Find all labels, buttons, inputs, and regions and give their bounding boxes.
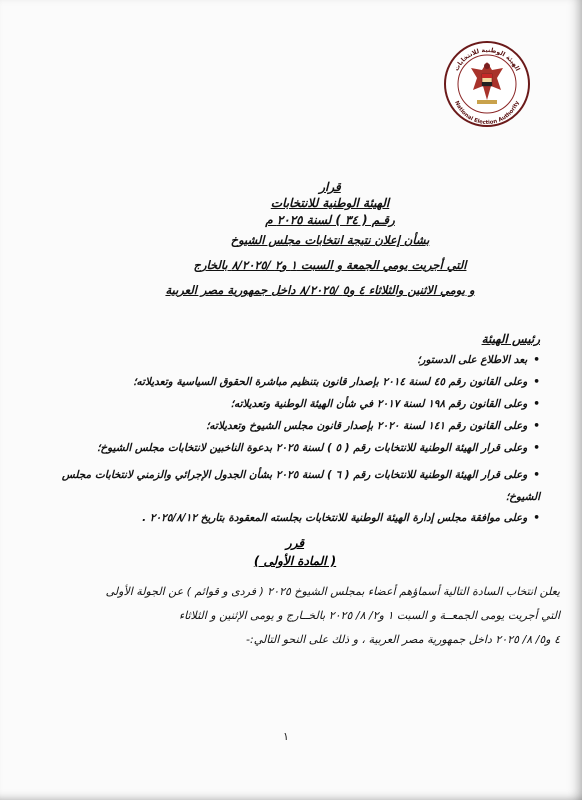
preamble-item <box>30 512 540 524</box>
bullet-icon: • <box>533 512 540 524</box>
bullet-icon: • <box>533 354 540 366</box>
bullet-icon: • <box>533 376 540 388</box>
preamble-item-text: وعلى القانون رقم ١٩٨ لسنة ٢٠١٧ في شأن الهيئة الوطنية وتعديلاته؛ <box>230 398 528 410</box>
preamble-item <box>30 398 540 410</box>
logo-english-text: National Election Authority <box>453 100 521 127</box>
decree-subject-line-1: بشأن إعلان نتيجة انتخابات مجلس الشيوخ <box>230 233 430 247</box>
article-text-line-3: ٤ و٥/ ٨/ ٢٠٢٥ داخل جمهورية مصر العربية ، و ذلك على النحو التالي:- <box>246 633 560 646</box>
preamble-item <box>30 442 540 454</box>
bullet-icon: • <box>533 442 540 454</box>
article-title: ( المادة الأولى ) <box>253 554 337 568</box>
decision-heading: قرر <box>285 536 305 550</box>
preamble-item-text: وعلى القانون رقم ١٤١ لسنة ٢٠٢٠ بإصدار قانون مجلس الشيوخ وتعديلاته؛ <box>205 420 528 432</box>
national-election-authority-logo <box>443 40 531 128</box>
article-text-line-2: التي أجريت يومى الجمعــة و السبت ١ و٢/ ٨/ ٢٠٢٥ بالخــارج و يومى الإثنين و الثلاثاء <box>178 609 560 622</box>
preamble-item-text: بعد الاطلاع على الدستور؛ <box>417 354 528 366</box>
bullet-icon: • <box>533 469 540 481</box>
decree-subject-line-3: و يومي الاثنين والثلاثاء ٤ و٥ /٨/٢٠٢٥ داخل جمهورية مصر العربية <box>165 283 475 297</box>
preamble-item <box>30 376 540 388</box>
preamble-item-text: وعلى قرار الهيئة الوطنية للانتخابات رقم ( ٦ ) لسنة ٢٠٢٥ بشأن الجدول الإجرائي والزمني لانتخابات مجلس الشيوخ؛ <box>61 469 540 503</box>
preamble-item-text: وعلى موافقة مجلس إدارة الهيئة الوطنية للانتخابات بجلسته المعقودة بتاريخ ٢٠٢٥/٨/١٢ . <box>142 512 528 524</box>
bullet-icon: • <box>533 420 540 432</box>
article-text-line-1: يعلن انتخاب السادة التالية أسماؤهم أعضاء بمجلس الشيوخ ٢٠٢٥ ( فردى و قوائم ) عن الجولة الأولى <box>105 585 560 598</box>
preamble-heading: رئيس الهيئة <box>481 332 540 346</box>
preamble-item <box>30 420 540 432</box>
organization-name: الهيئة الوطنية للانتخابات <box>270 196 390 210</box>
decree-number: رقـم ( ٣٤ ) لسنة ٢٠٢٥ م <box>265 213 395 227</box>
preamble-item-text: وعلى قرار الهيئة الوطنية للانتخابات رقم ( ٥ ) لسنة ٢٠٢٥ بدعوة الناخبين لانتخابات مجلس الشيوخ؛ <box>97 442 528 454</box>
page-number: ١ <box>283 730 289 743</box>
preamble-item <box>30 464 540 508</box>
preamble-item-text: وعلى القانون رقم ٤٥ لسنة ٢٠١٤ بإصدار قانون بتنظيم مباشرة الحقوق السياسية وتعديلاته؛ <box>133 376 528 388</box>
bullet-icon: • <box>533 398 540 410</box>
preamble-item <box>30 354 540 366</box>
logo-arabic-text: الهيئة الوطنية للانتخابات <box>453 46 521 73</box>
decree-subject-line-2: التي أجريت يومي الجمعة و السبت ١ و٢ /٨/٢٠٢٥ بالخارج <box>193 258 467 272</box>
decree-title: قرار <box>319 180 341 194</box>
